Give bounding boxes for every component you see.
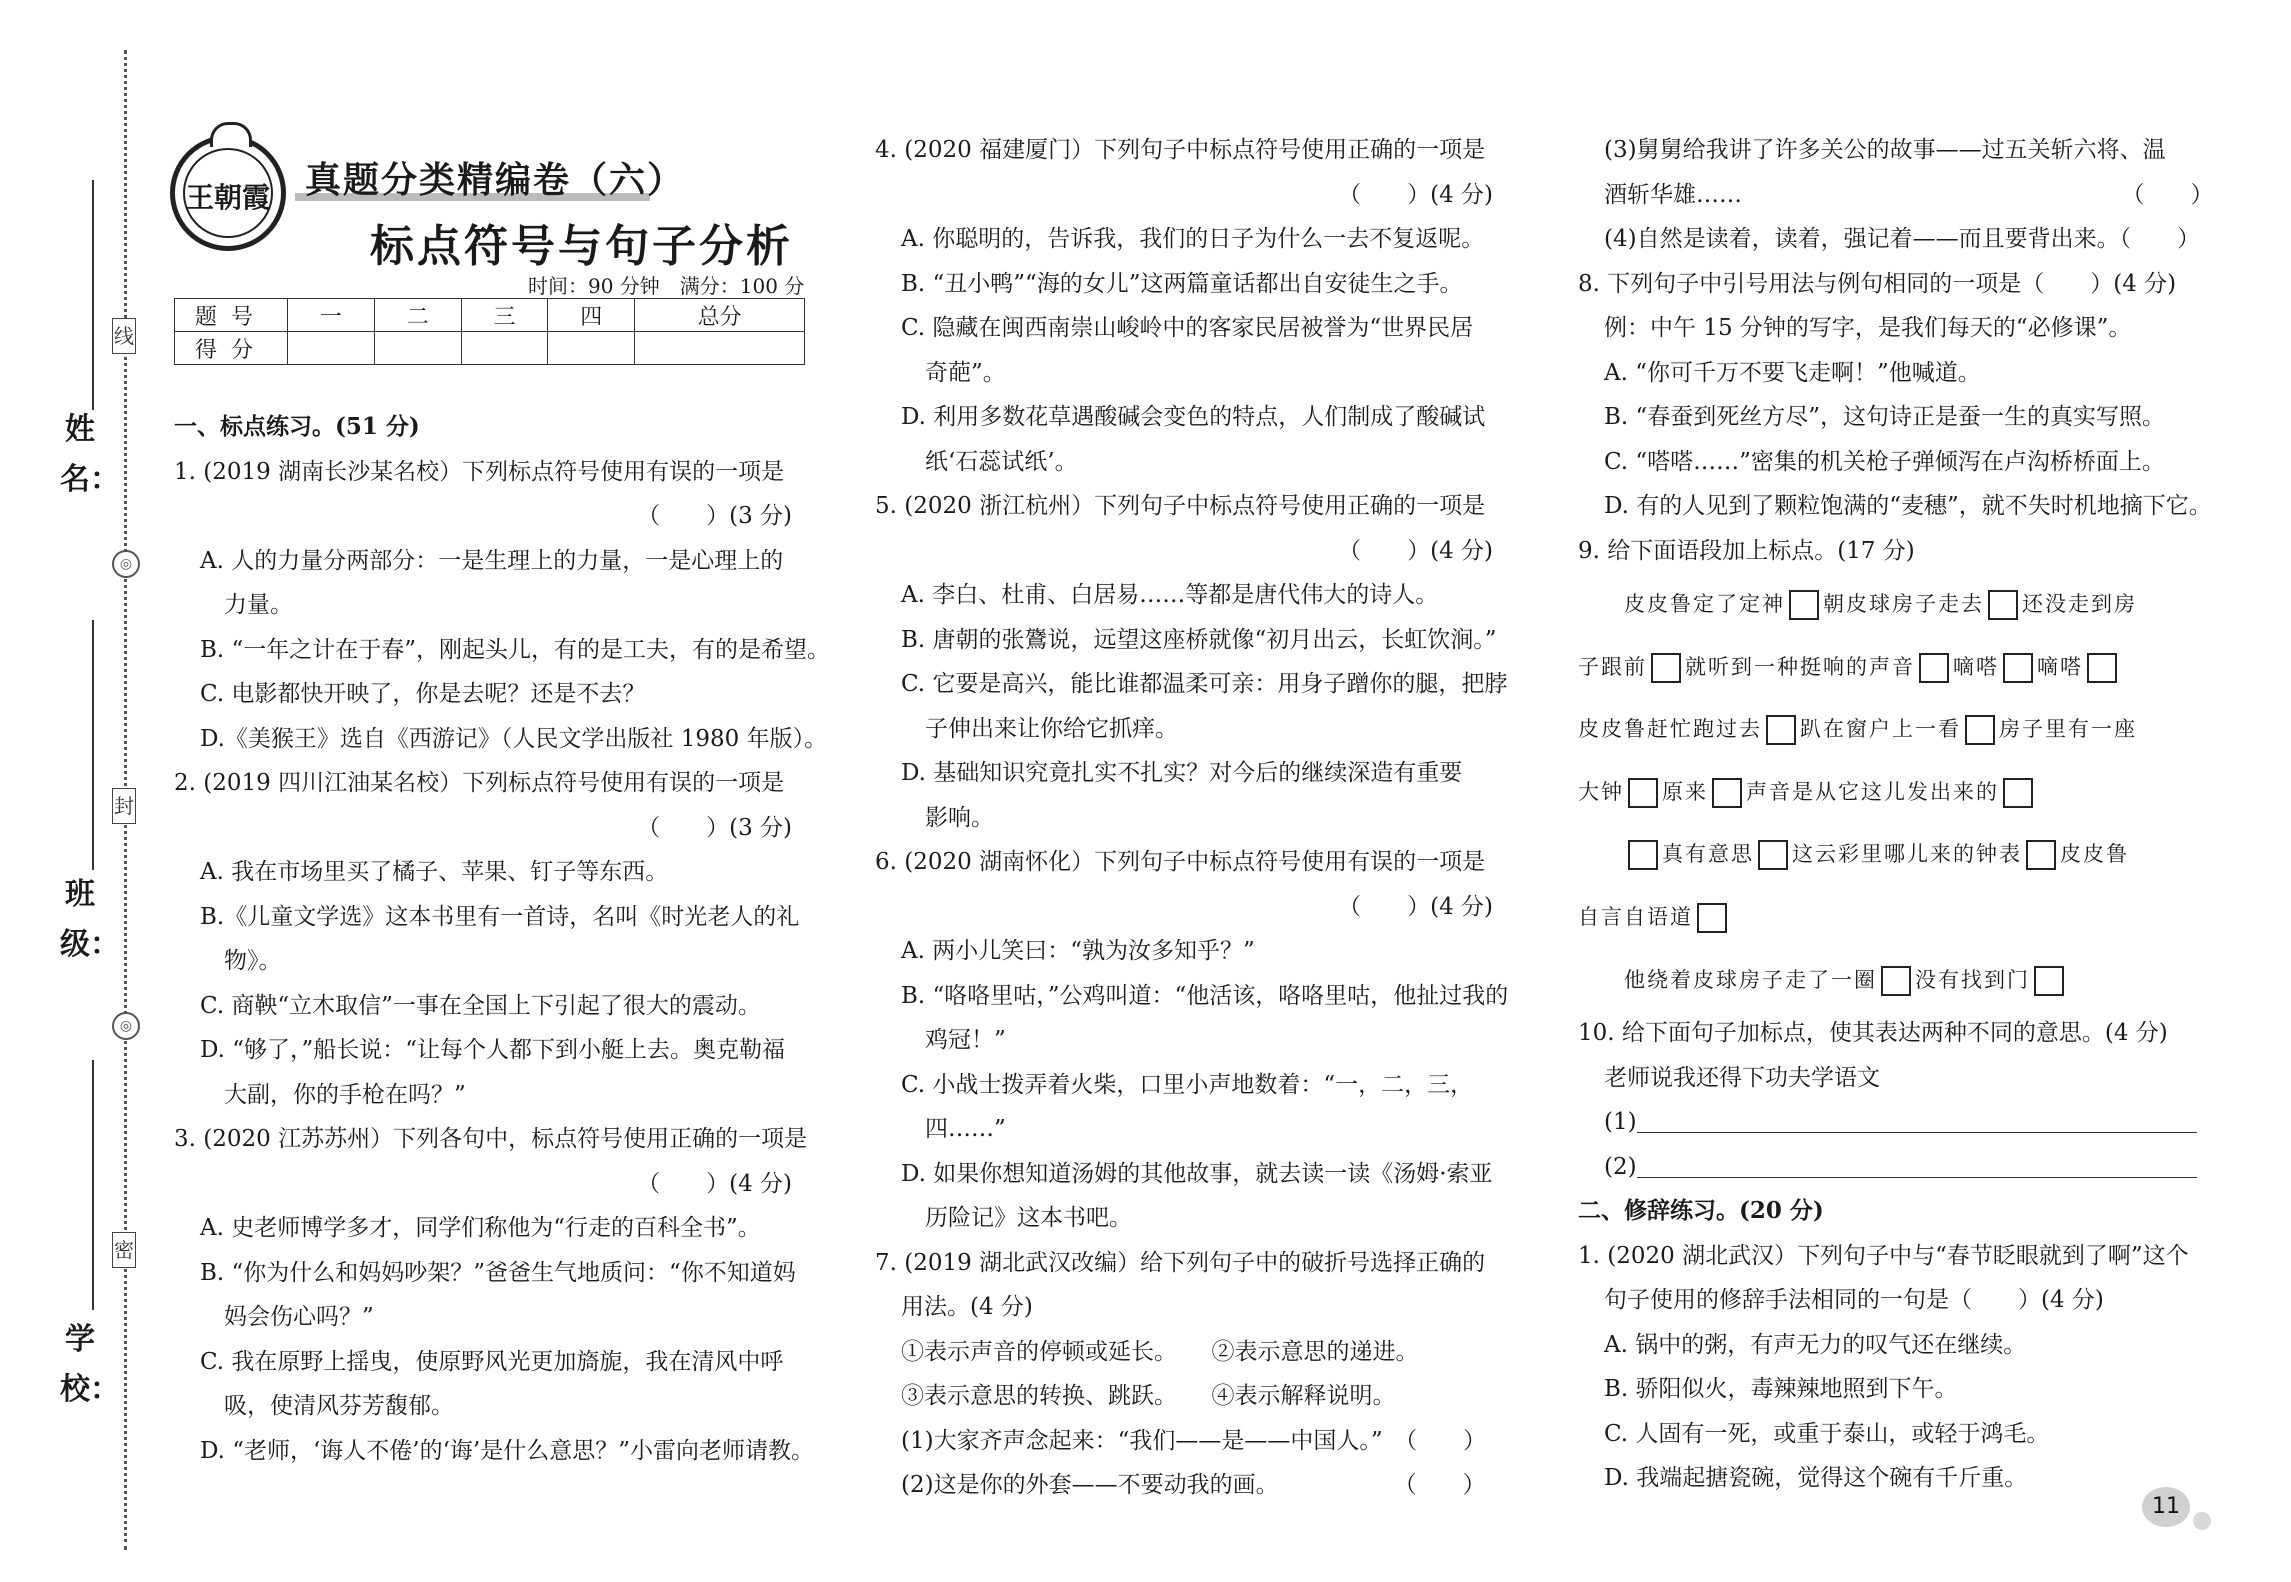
right-column	[1578, 128, 2214, 1501]
passage-text: 大钟	[1578, 779, 1624, 804]
line-text: 奇葩”。	[925, 359, 1006, 386]
option-line	[875, 929, 1505, 974]
punctuation-answer-box[interactable]	[1766, 715, 1796, 745]
question-heading	[1578, 1011, 2210, 1056]
question-heading	[875, 484, 1505, 529]
line-text: 4. (2020 福建厦门）下列句子中标点符号使用正确的一项是	[875, 137, 1486, 163]
option-line	[174, 1429, 815, 1474]
section-heading	[1578, 1189, 2210, 1234]
class-label-1: 班	[65, 877, 95, 912]
crown-icon	[210, 122, 252, 147]
passage-text: 还没走到房	[2022, 592, 2137, 616]
option-line	[875, 262, 1505, 307]
option-line	[1578, 351, 2210, 396]
punctuation-answer-box[interactable]	[1712, 778, 1742, 808]
line-text: D. 我端起搪瓷碗，觉得这个碗有千斤重。	[1604, 1465, 2028, 1492]
line-text: 鸡冠！”	[925, 1027, 1006, 1053]
line-text: D. 基础知识究竟扎实不扎实？对今后的继续深造有重要	[901, 760, 1463, 786]
line-text: C. “嗒嗒……”密集的机关枪子弹倾泻在卢沟桥桥面上。	[1604, 448, 2165, 475]
line-text: A. 史老师博学多才，同学们称他为“行走的百科全书”。	[200, 1215, 761, 1241]
score-input-cell[interactable]	[288, 332, 375, 365]
option-line	[1578, 395, 2210, 440]
line-text: 影响。	[925, 804, 994, 831]
line-text: 2. (2019 四川江油某名校）下列标点符号使用有误的一项是	[174, 770, 785, 796]
option-line	[174, 1206, 804, 1251]
line-text: D. “够了，”船长说：“让每个人都下到小艇上去。奥克勒福	[200, 1037, 786, 1063]
punctuation-answer-box[interactable]	[1758, 840, 1788, 870]
punctuation-answer-box[interactable]	[2026, 840, 2056, 870]
text-line	[875, 529, 1505, 574]
text-line	[174, 1384, 804, 1429]
text-line	[174, 1162, 804, 1207]
line-text: A. 我在市场里买了橘子、苹果、钉子等东西。	[200, 859, 669, 885]
line-text: C. 我在原野上揺曳，使原野风光更加旖旎，我在清风中呼	[200, 1348, 784, 1375]
option-line	[174, 717, 828, 762]
line-text: 子伸出来让你给它抓痒。	[925, 715, 1178, 742]
punctuation-passage	[1578, 573, 2210, 1011]
option-line	[875, 974, 1509, 1019]
line-text: 妈会伤心吗？”	[224, 1304, 374, 1330]
passage-line	[1578, 573, 2210, 636]
line-text: B. “春蚕到死丝方尽”，这句诗正是蚕一生的真实写照。	[1604, 404, 2166, 430]
line-text: D. 如果你想知道汤姆的其他故事，就去读一读《汤姆·索亚	[901, 1160, 1493, 1187]
answer-blank[interactable]	[1637, 1151, 2197, 1178]
line-text: 老师说我还得下功夫学语文	[1604, 1064, 1880, 1091]
line-text: D. 利用多数花草遇酸碱会变色的特点，人们制成了酸碱试	[901, 404, 1486, 430]
line-text: ③表示意思的转换、跳跃。 ④表示解释说明。	[901, 1383, 1396, 1409]
text-line	[1578, 173, 2214, 218]
text-line	[174, 494, 804, 539]
brand-logo: 王朝霞	[170, 135, 286, 251]
line-text: A. 锅中的粥，有声无力的叹气还在继续。	[1604, 1331, 2027, 1358]
line-text: A. 人的力量分两部分：一是生理上的力量，一是心理上的	[200, 547, 784, 574]
text-line	[875, 1419, 1505, 1464]
line-text: 例：中午 15 分钟的写字，是我们每天的“必修课”。	[1604, 315, 2132, 341]
question-heading	[1578, 1234, 2210, 1279]
passage-text: 他绕着皮球房子走了一圈	[1578, 967, 1877, 992]
line-text: 1. (2020 湖北武汉）下列句子中与“春节眨眼就到了啊”这个	[1578, 1242, 2189, 1269]
passage-line	[1578, 823, 2210, 886]
school-field-line[interactable]	[92, 1060, 94, 1310]
line-text: C. 商鞅“立木取信”一事在全国上下引起了很大的震动。	[200, 992, 761, 1019]
passage-line	[1578, 698, 2210, 761]
binding-mark-line: 线	[112, 318, 136, 354]
option-line	[1578, 1367, 2210, 1412]
line-text: (2)	[1604, 1153, 1637, 1180]
line-text: （ ）(4 分)	[1338, 893, 1493, 920]
line-text: （ ）(3 分)	[637, 814, 792, 841]
score-table-cell: 四	[548, 299, 635, 332]
passage-text: 子跟前	[1578, 654, 1647, 679]
answer-blank[interactable]	[1637, 1106, 2197, 1133]
passage-text: 真有意思	[1662, 842, 1754, 867]
question-heading	[875, 1241, 1505, 1286]
punctuation-answer-box[interactable]	[2003, 653, 2033, 683]
text-line	[875, 1285, 1505, 1330]
option-line	[174, 628, 831, 673]
line-text: 10. 给下面句子加标点，使其表达两种不同的意思。(4 分)	[1578, 1020, 2168, 1047]
question-heading	[174, 450, 804, 495]
punctuation-answer-box[interactable]	[1881, 966, 1911, 996]
option-line	[174, 672, 804, 717]
punctuation-answer-box[interactable]	[1919, 653, 1949, 683]
text-line	[174, 939, 804, 984]
line-text: 酒斩华雄…… （ ）	[1604, 181, 2214, 208]
line-text: A. 你聪明的，告诉我，我们的日子为什么一去不复返呢。	[901, 226, 1485, 252]
left-column	[174, 405, 831, 1473]
passage-line	[1578, 636, 2210, 699]
name-label-1: 姓	[65, 412, 95, 447]
question-heading	[1578, 262, 2210, 307]
score-input-cell[interactable]	[548, 332, 635, 365]
binding-hole-icon: ◎	[112, 550, 140, 578]
option-line	[875, 395, 1505, 440]
text-line	[174, 1073, 804, 1118]
passage-text: 声音是从它这儿发出来的	[1746, 779, 1999, 804]
text-line	[875, 1374, 1505, 1419]
middle-column	[875, 128, 1509, 1508]
text-line	[875, 796, 1505, 841]
option-line	[174, 984, 804, 1029]
passage-text: 嘀嗒	[2037, 654, 2083, 679]
page-number-decoration	[2193, 1512, 2211, 1530]
line-text: 吸，使清风芬芳馥郁。	[224, 1393, 454, 1419]
passage-text: 就听到一种挺响的声音	[1685, 654, 1915, 679]
line-text: 6. (2020 湖南怀化）下列句子中标点符号使用有误的一项是	[875, 849, 1486, 875]
line-text: B. 唐朝的张鷟说，远望这座桥就像“初月出云，长虹饮涧。”	[901, 626, 1497, 653]
text-line	[875, 173, 1505, 218]
page-title: 标点符号与句子分析	[370, 221, 793, 272]
school-label-1: 学	[65, 1322, 95, 1357]
line-text: ①表示声音的停顿或延长。 ②表示意思的递进。	[901, 1338, 1419, 1365]
passage-text: 嘀嗒	[1953, 654, 1999, 679]
right-column-bottom	[1578, 1011, 2210, 1501]
binding-mark-seal: 封	[112, 788, 136, 824]
line-text: 历险记》这本书吧。	[925, 1205, 1132, 1231]
option-line	[1578, 440, 2210, 485]
line-text: B. “丑小鸭”“海的女儿”这两篇童话都出自安徒生之手。	[901, 270, 1463, 297]
class-field-line[interactable]	[92, 620, 94, 870]
series-title: 真题分类精编卷（六）	[305, 159, 686, 201]
binding-margin	[0, 0, 150, 1582]
text-line	[875, 1196, 1505, 1241]
binding-mark-secret: 密	[112, 1232, 136, 1268]
line-text: 物》。	[224, 948, 282, 974]
score-input-cell[interactable]	[461, 332, 548, 365]
line-text: （ ）(4 分)	[1338, 537, 1493, 564]
option-line	[1578, 1412, 2210, 1457]
passage-line	[1578, 886, 2210, 949]
passage-text: 这云彩里哪儿来的钟表	[1792, 842, 2022, 867]
text-line	[1578, 1100, 2210, 1145]
line-text: (1)大家齐声念起来：“我们——是——中国人。” （ ）	[901, 1427, 1487, 1454]
text-line	[1578, 128, 2210, 173]
punctuation-answer-box[interactable]	[2003, 778, 2033, 808]
class-label-2: 级：	[60, 927, 120, 962]
line-text: B. “一年之计在于春”，刚起头儿，有的是工夫，有的是希望。	[200, 636, 831, 663]
option-line	[875, 662, 1508, 707]
score-table-cell: 得分	[175, 332, 288, 365]
score-input-cell[interactable]	[374, 332, 461, 365]
line-text: B. “你为什么和妈妈吵架？”爸爸生气地质问：“你不知道妈	[200, 1259, 796, 1286]
punctuation-answer-box[interactable]	[1697, 903, 1727, 933]
line-text: C. 它要是高兴，能比谁都温柔可亲：用身子蹭你的腿，把脖	[901, 671, 1508, 697]
line-text: B. 骄阳似火，毒辣辣地照到下午。	[1604, 1376, 1958, 1403]
line-text: 一、标点练习。(51 分)	[174, 413, 420, 440]
line-text: D.《美猴王》选自《西游记》（人民文学出版社 1980 年版）。	[200, 725, 828, 752]
question-heading	[875, 128, 1505, 173]
line-text: 四……”	[925, 1116, 1006, 1142]
question-heading	[1578, 529, 2210, 574]
option-line	[174, 1251, 804, 1296]
option-line	[1578, 1323, 2210, 1368]
question-heading	[875, 840, 1505, 885]
line-text: (4)自然是读着，读着，强记着——而且要背出来。（ ）	[1604, 226, 2201, 252]
text-line	[1578, 306, 2210, 351]
score-input-cell[interactable]	[635, 332, 805, 365]
passage-text	[1578, 842, 1624, 866]
line-text: 5. (2020 浙江杭州）下列句子中标点符号使用正确的一项是	[875, 493, 1486, 519]
text-line	[875, 885, 1505, 930]
line-text: 纸‘石蕊试纸’。	[925, 448, 1078, 475]
time-info: 时间：90 分钟 满分：100 分	[528, 274, 805, 298]
option-line	[875, 751, 1505, 796]
right-column-top	[1578, 128, 2214, 573]
passage-text: 没有找到门	[1915, 967, 2030, 992]
line-text: 二、修辞练习。(20 分)	[1578, 1197, 1824, 1225]
text-line	[174, 1295, 804, 1340]
line-text: 3. (2020 江苏苏州）下列各句中，标点符号使用正确的一项是	[174, 1126, 808, 1152]
question-heading	[174, 761, 804, 806]
line-text: (3)舅舅给我讲了许多关公的故事——过五关斩六将、温	[1604, 137, 2166, 163]
line-text: A. 李白、杜甫、白居易……等都是唐代伟大的诗人。	[901, 582, 1439, 608]
option-line	[174, 539, 804, 584]
option-line	[174, 850, 804, 895]
text-line	[1578, 217, 2210, 262]
line-text: B. “咯咯里咕，”公鸡叫道：“他活该，咯咯里咕，他扯过我的	[901, 982, 1509, 1009]
passage-text: 房子里有一座	[1999, 717, 2137, 742]
line-text: (1)	[1604, 1109, 1637, 1136]
line-text: A. 两小儿笑曰：“孰为汝多知乎？”	[901, 938, 1255, 964]
line-text: C. 隐藏在闽西南崇山峻岭中的客家民居被誉为“世界民居	[901, 315, 1474, 341]
line-text: A. “你可千万不要飞走啊！”他喊道。	[1604, 359, 1981, 386]
option-line	[875, 618, 1505, 663]
punctuation-answer-box[interactable]	[1789, 590, 1819, 620]
line-text: 力量。	[224, 592, 293, 618]
score-table-score-row	[175, 332, 805, 365]
page-number: 11	[2142, 1487, 2190, 1527]
punctuation-answer-box[interactable]	[1628, 778, 1658, 808]
line-text: 8. 下列句子中引号用法与例句相同的一项是（ ）(4 分)	[1578, 270, 2177, 297]
text-line	[875, 1463, 1505, 1508]
text-line	[1578, 1145, 2210, 1190]
line-text: 大副，你的手枪在吗？”	[224, 1081, 466, 1108]
text-line	[174, 806, 804, 851]
text-line	[875, 1330, 1505, 1375]
passage-text: 原来	[1662, 779, 1708, 804]
text-line	[875, 707, 1505, 752]
option-line	[875, 1152, 1505, 1197]
line-text: C. 人固有一死，或重于泰山，或轻于鸿毛。	[1604, 1420, 2050, 1447]
passage-text: 皮皮鲁	[2060, 842, 2129, 867]
text-line	[875, 1018, 1505, 1063]
text-line	[875, 351, 1505, 396]
option-line	[875, 573, 1505, 618]
name-field-line[interactable]	[92, 180, 94, 410]
punctuation-answer-box[interactable]	[1965, 715, 1995, 745]
punctuation-answer-box[interactable]	[1988, 590, 2018, 620]
line-text: （ ）(4 分)	[637, 1170, 792, 1197]
score-table-cell: 三	[461, 299, 548, 332]
score-table-header-row	[175, 299, 805, 332]
section-heading	[174, 405, 804, 450]
punctuation-answer-box[interactable]	[1628, 840, 1658, 870]
name-label-2: 名：	[60, 462, 120, 497]
question-heading	[174, 1117, 808, 1162]
text-line	[174, 583, 804, 628]
score-table-cell: 二	[374, 299, 461, 332]
option-line	[875, 1063, 1505, 1108]
option-line	[174, 1340, 804, 1385]
line-text: 7. (2019 湖北武汉改编）给下列句子中的破折号选择正确的	[875, 1249, 1486, 1276]
line-text: 9. 给下面语段加上标点。(17 分)	[1578, 537, 1915, 564]
punctuation-answer-box[interactable]	[2087, 653, 2117, 683]
passage-line	[1578, 761, 2210, 824]
option-line	[875, 306, 1505, 351]
option-line	[1578, 484, 2210, 529]
line-text: 1. (2019 湖南长沙某名校）下列标点符号使用有误的一项是	[174, 458, 785, 485]
line-text: 句子使用的修辞手法相同的一句是（ ）(4 分)	[1604, 1287, 2104, 1314]
text-line	[875, 440, 1505, 485]
line-text: D. “老师，‘诲人不倦’的‘诲’是什么意思？”小雷向老师请教。	[200, 1437, 815, 1464]
punctuation-answer-box[interactable]	[2034, 966, 2064, 996]
passage-text: 自言自语道	[1578, 904, 1693, 929]
option-line	[1578, 1456, 2210, 1501]
passage-text: 趴在窗户上一看	[1800, 717, 1961, 742]
score-table-cell: 一	[288, 299, 375, 332]
score-table	[174, 298, 805, 365]
punctuation-answer-box[interactable]	[1651, 653, 1681, 683]
line-text: （ ）(4 分)	[1338, 181, 1493, 208]
text-line	[1578, 1056, 2210, 1101]
text-line	[875, 1107, 1505, 1152]
line-text: C. 小战士拨弄着火柴，口里小声地数着：“一，二，三，	[901, 1071, 1474, 1098]
passage-line	[1578, 949, 2210, 1012]
option-line	[174, 895, 804, 940]
text-line	[1578, 1278, 2210, 1323]
option-line	[174, 1028, 804, 1073]
passage-text: 皮皮鲁赶忙跑过去	[1578, 717, 1762, 742]
passage-text: 朝皮球房子走去	[1823, 592, 1984, 616]
score-table-cell: 题号	[175, 299, 288, 332]
line-text: （ ）(3 分)	[637, 503, 792, 529]
line-text: B.《儿童文学选》这本书里有一首诗，名叫《时光老人的礼	[200, 903, 800, 930]
line-text: 用法。(4 分)	[901, 1294, 1033, 1320]
line-text: C. 电影都快开映了，你是去呢？还是不去？	[200, 681, 646, 707]
score-table-cell: 总分	[635, 299, 805, 332]
school-label-2: 校：	[60, 1372, 120, 1407]
passage-text: 皮皮鲁定了定神	[1578, 592, 1785, 616]
option-line	[875, 217, 1505, 262]
binding-hole-icon: ◎	[112, 1012, 140, 1040]
line-text: (2)这是你的外套——不要动我的画。 （ ）	[901, 1472, 1486, 1498]
line-text: D. 有的人见到了颗粒饱满的“麦穗”，就不失时机地摘下它。	[1604, 493, 2212, 519]
